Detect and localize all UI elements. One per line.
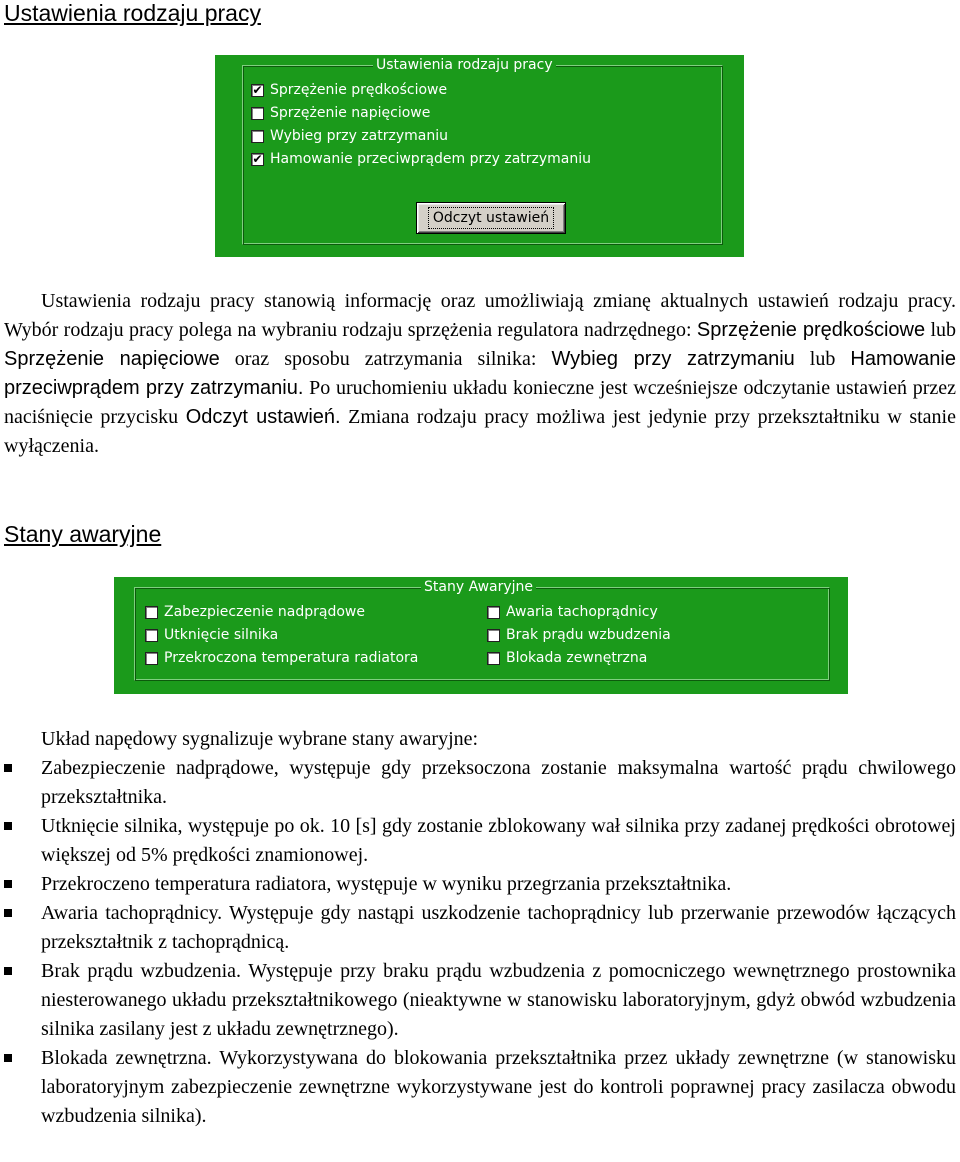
checkbox-row-plugging-stop[interactable] [251, 151, 591, 167]
list-item-text: Przekroczeno temperatura radiatora, występuje w wyniku przegrzania przekształtnika. [41, 873, 732, 895]
checkbox-row-external-lock[interactable] [487, 650, 647, 666]
checkbox-row-speed-feedback[interactable] [251, 82, 447, 98]
checkbox-label: Brak prądu wzbudzenia [506, 627, 671, 643]
text: Ustawienia rodzaju pracy stanowią informację oraz umożliwiają zmianę aktualnych ustawień rodzaju pracy. Wybór rodzaju pracy polega na wybraniu rodzaju sprzężenia regulatora nadrzędnego: [4, 290, 956, 341]
checkbox-label: Blokada zewnętrzna [506, 650, 648, 666]
emergency-states-panel [114, 577, 848, 694]
checkbox-row-motor-stall[interactable] [145, 627, 278, 643]
option-voltage-feedback: Sprzężenie napięciowe [4, 348, 220, 370]
list-item [0, 812, 956, 870]
emergency-intro: Układ napędowy sygnalizuje wybrane stany awaryjne: [41, 728, 479, 750]
text: oraz sposobu zatrzymania silnika: [219, 348, 552, 370]
checkbox-label: Sprzężenie prędkościowe [270, 82, 448, 98]
checkbox-coast-stop[interactable] [251, 130, 264, 143]
emergency-bullet-list [0, 754, 960, 1131]
read-settings-button[interactable] [416, 202, 566, 234]
list-item [0, 957, 956, 1044]
option-plugging-stop: Hamowanie przeciwprądem przy zatrzymaniu. [4, 348, 956, 399]
bullet-square-icon [4, 967, 12, 975]
section-heading-work-mode: Ustawienia rodzaju pracy [4, 0, 261, 26]
checkbox-external-lock[interactable] [487, 652, 500, 665]
list-item-text: Blokada zewnętrzna. Wykorzystywana do blokowania przekształtnika przez układy zewnętrzne (w stanowisku laboratoryjnym zabezpieczenie zewnętrzne wykorzystywane jest do kontroli poprawnej pracy zasilacza obwodu wzbudzenia silnika). [41, 1047, 956, 1127]
checkbox-no-excitation[interactable] [487, 629, 500, 642]
checkbox-label: Wybieg przy zatrzymaniu [270, 128, 448, 144]
checkbox-heatsink-temp[interactable] [145, 652, 158, 665]
text: Po uruchomieniu układu konieczne jest wcześniejsze odczytanie ustawień przez naciśnięcie przycisku [4, 377, 956, 428]
section-heading-emergency-states: Stany awaryjne [4, 521, 162, 547]
text: Zmiana rodzaju pracy możliwa jest jedynie przy przekształtniku w stanie wyłączenia. [4, 406, 956, 457]
option-speed-feedback: Sprzężenie prędkościowe [696, 319, 926, 341]
checkbox-row-no-excitation[interactable] [487, 627, 671, 643]
checkbox-row-coast-stop[interactable] [251, 128, 448, 144]
work-mode-group-legend: Ustawienia rodzaju pracy [373, 56, 556, 74]
checkbox-label: Sprzężenie napięciowe [270, 105, 431, 121]
checkbox-label: Przekroczona temperatura radiatora [164, 650, 419, 666]
bullet-square-icon [4, 764, 12, 772]
checkbox-label: Awaria tachoprądnicy [506, 604, 658, 620]
checkbox-tacho-failure[interactable] [487, 606, 500, 619]
text: lub [925, 319, 956, 341]
checkbox-label: Hamowanie przeciwprądem przy zatrzymaniu [270, 151, 592, 167]
emergency-states-group-legend: Stany Awaryjne [421, 578, 536, 596]
list-item-text: Awaria tachoprądnicy. Występuje gdy nastąpi uszkodzenie tachoprądnicy lub przerwanie przewodów łączących przekształtnik z tachoprądnicą. [41, 902, 956, 953]
bullet-square-icon [4, 880, 12, 888]
bullet-square-icon [4, 822, 12, 830]
bullet-square-icon [4, 1054, 12, 1062]
checkbox-row-heatsink-temp[interactable] [145, 650, 418, 666]
checkbox-motor-stall[interactable] [145, 629, 158, 642]
work-mode-panel [215, 55, 744, 257]
work-mode-description [4, 287, 956, 461]
checkbox-voltage-feedback[interactable] [251, 107, 264, 120]
checkbox-speed-feedback[interactable]: ✔ [252, 83, 263, 97]
button-reference: Odczyt ustawień. [185, 406, 341, 428]
list-item-text: Brak prądu wzbudzenia. Występuje przy braku prądu wzbudzenia z pomocniczego wewnętrznego prostownika niesterowanego układu przekształtnikowego (nieaktywne w stanowisku laboratoryjnym, gdyż obwód wzbudzenia silnika zasilany jest z układu zewnętrznego). [41, 960, 956, 1040]
text: lub [794, 348, 851, 370]
checkbox-label: Zabezpieczenie nadprądowe [164, 604, 365, 620]
checkbox-overcurrent[interactable] [145, 606, 158, 619]
option-coast-stop: Wybieg przy zatrzymaniu [551, 348, 795, 370]
list-item-text: Utknięcie silnika, występuje po ok. 10 [s] gdy zostanie zblokowany wał silnika przy zadanej prędkości obrotowej większej od 5% prędkości znamionowej. [41, 815, 956, 866]
list-item [0, 870, 956, 899]
checkbox-label: Utknięcie silnika [164, 627, 279, 643]
checkbox-row-voltage-feedback[interactable] [251, 105, 430, 121]
list-item [0, 1044, 956, 1131]
checkbox-row-tacho-failure[interactable] [487, 604, 658, 620]
list-item-text: Zabezpieczenie nadprądowe, występuje gdy przeksoczona zostanie maksymalna wartość prądu chwilowego przekształtnika. [41, 757, 956, 808]
bullet-square-icon [4, 909, 12, 917]
list-item [0, 899, 956, 957]
read-settings-button-label: Odczyt ustawień [432, 210, 550, 226]
list-item [0, 754, 956, 812]
checkbox-row-overcurrent[interactable] [145, 604, 365, 620]
emergency-states-group [134, 579, 830, 681]
checkbox-plugging-stop[interactable]: ✔ [252, 152, 263, 166]
